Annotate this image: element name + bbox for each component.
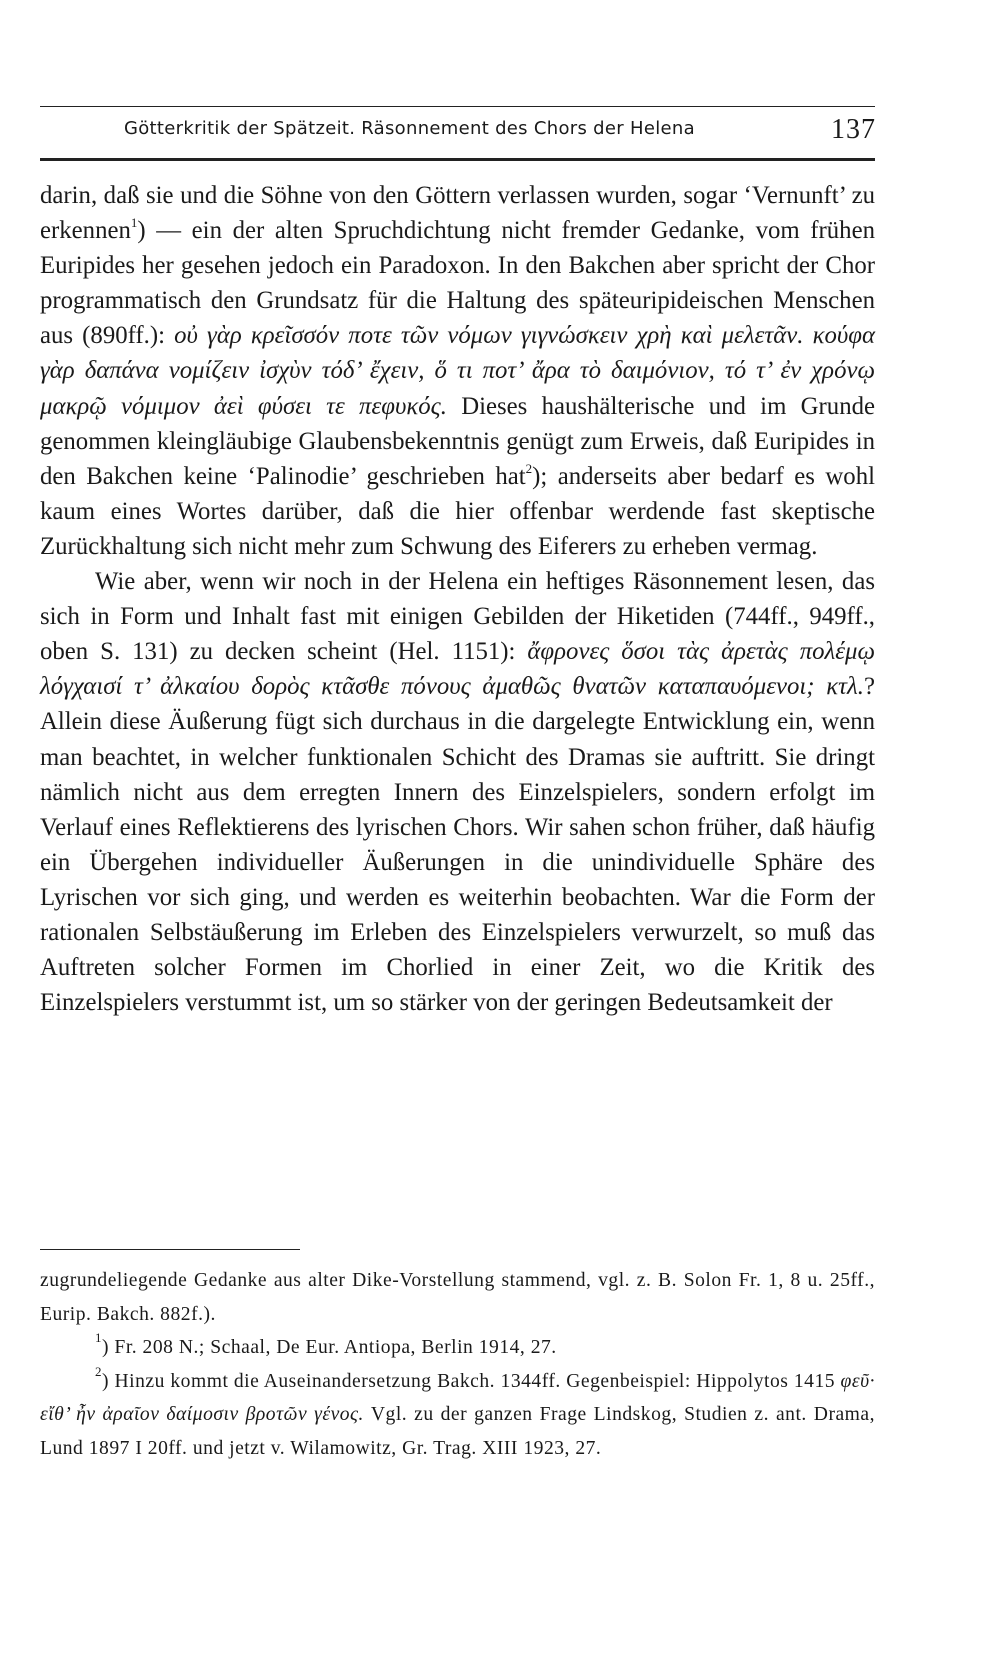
footnote-2-text-cont: Vgl. zu der ganzen Frage Lindskog, Studien z. ant. Drama, Lund 1897 I 20ff. und jetzt v. Wilamowitz, Gr. Trag. XIII 1923, 27. <box>40 1404 876 1459</box>
footnote-ref-2: 2 <box>525 460 533 476</box>
text-run: Dieses haushälterische und im Grunde genommen kleingläubige Glaubensbekenntnis genügt zum Erweis, daß Euripides in den Bakchen keine ‘Palinodie’ geschrieben hat <box>40 392 875 490</box>
main-text <box>40 178 875 1020</box>
paragraph-2 <box>40 564 875 1020</box>
running-title: Götterkritik der Spätzeit. Räsonnement des Chors der Helena <box>124 118 695 139</box>
page-number: 137 <box>831 114 876 145</box>
footnote-2 <box>40 1365 875 1466</box>
greek-quote-bakchen: οὐ γὰρ κρεῖσσόν ποτε τῶν νόμων γιγνώσκειν χρὴ καὶ μελετᾶν. κούφα γὰρ δαπάνα νομίζειν ἰσχὺν τόδ’ ἔχειν, ὅ τι ποτ’ ἄρα τὸ δαιμόνιον, τό τ’ ἐν χρόνῳ μακρῷ νόμιμον ἀεὶ φύσει τε πεφυκός. <box>40 322 875 420</box>
header-top-rule <box>40 106 875 107</box>
header-bottom-rule <box>40 158 875 161</box>
footnote-1 <box>40 1331 875 1365</box>
greek-quote-helena: ἄφρονες ὅσοι τὰς ἀρετὰς πολέμῳ λόγχαισί τ’ ἀλκαίου δορὸς κτᾶσθε πόνους ἀμαθῶς θνατῶν καταπαυόμενοι; κτλ. <box>40 638 875 701</box>
footnote-mark-2: 2 <box>95 1363 102 1379</box>
running-header <box>124 114 876 145</box>
text-run: Wie aber, wenn wir noch in der Helena ein heftiges Räsonnement lesen, das sich in Form und Inhalt fast mit einigen Gebilden der Hiketiden (744ff., 949ff., oben S. 131) zu decken scheint (Hel. 1151): <box>40 568 875 666</box>
text-run: darin, daß sie und die Söhne von den Göttern verlassen wurden, sogar ‘Vernunft’ zu erkennen <box>40 182 875 245</box>
footnote-rule <box>40 1249 300 1250</box>
footnote-2-text: ) Hinzu kommt die Auseinandersetzung Bakch. 1344ff. Gegenbeispiel: Hippolytos 1415 <box>102 1370 841 1392</box>
footnotes <box>40 1264 875 1466</box>
footnote-ref-1: 1 <box>130 215 138 231</box>
footnote-1-text: ) Fr. 208 N.; Schaal, De Eur. Antiopa, Berlin 1914, 27. <box>102 1337 557 1359</box>
text-run: ) — ein der alten Spruchdichtung nicht fremder Gedanke, vom frühen Euripides her gesehen jedoch ein Paradoxon. In den Bakchen aber spricht der Chor programmatisch den Grundsatz für die Haltung des späteuripideischen Menschen aus (890ff.): <box>40 217 875 350</box>
footnote-2-greek: φεῦ· εἴθ’ ἦν ἀραῖον δαίμοσιν βροτῶν γένος. <box>40 1370 875 1426</box>
text-run: ); anderseits aber bedarf es wohl kaum eines Wortes darüber, daß die hier offenbar werdende fast skeptische Zurückhaltung sich nicht mehr zum Schwung des Eiferers zu erheben vermag. <box>40 462 875 560</box>
footnote-continuation: zugrundeliegende Gedanke aus alter Dike-Vorstellung stammend, vgl. z. B. Solon Fr. 1, 8 u. 25ff., Eurip. Bakch. 882f.). <box>40 1270 875 1325</box>
footnote-mark-1: 1 <box>95 1330 102 1346</box>
text-run: ? Allein diese Äußerung fügt sich durchaus in die dargelegte Entwicklung ein, wenn man beachtet, in welcher funktionalen Schicht des Dramas sie auftritt. Sie dringt nämlich nicht aus dem erregten Innern des Einzelspielers, sondern erfolgt im Verlauf eines Reflektierens des lyrischen Chors. Wir sahen schon früher, daß häufig ein Übergehen individueller Äußerungen in die unindividuelle Sphäre des Lyrischen vor sich ging, und werden es weiterhin beobachten. War die Form der rationalen Selbstäußerung im Erleben des Einzelspielers verwurzelt, so muß das Auftreten solcher Formen im Chorlied in einer Zeit, wo die Kritik des Einzelspielers verstummt ist, um so stärker von der geringen Bedeutsamkeit der <box>40 673 875 1017</box>
paragraph-1 <box>40 178 875 564</box>
